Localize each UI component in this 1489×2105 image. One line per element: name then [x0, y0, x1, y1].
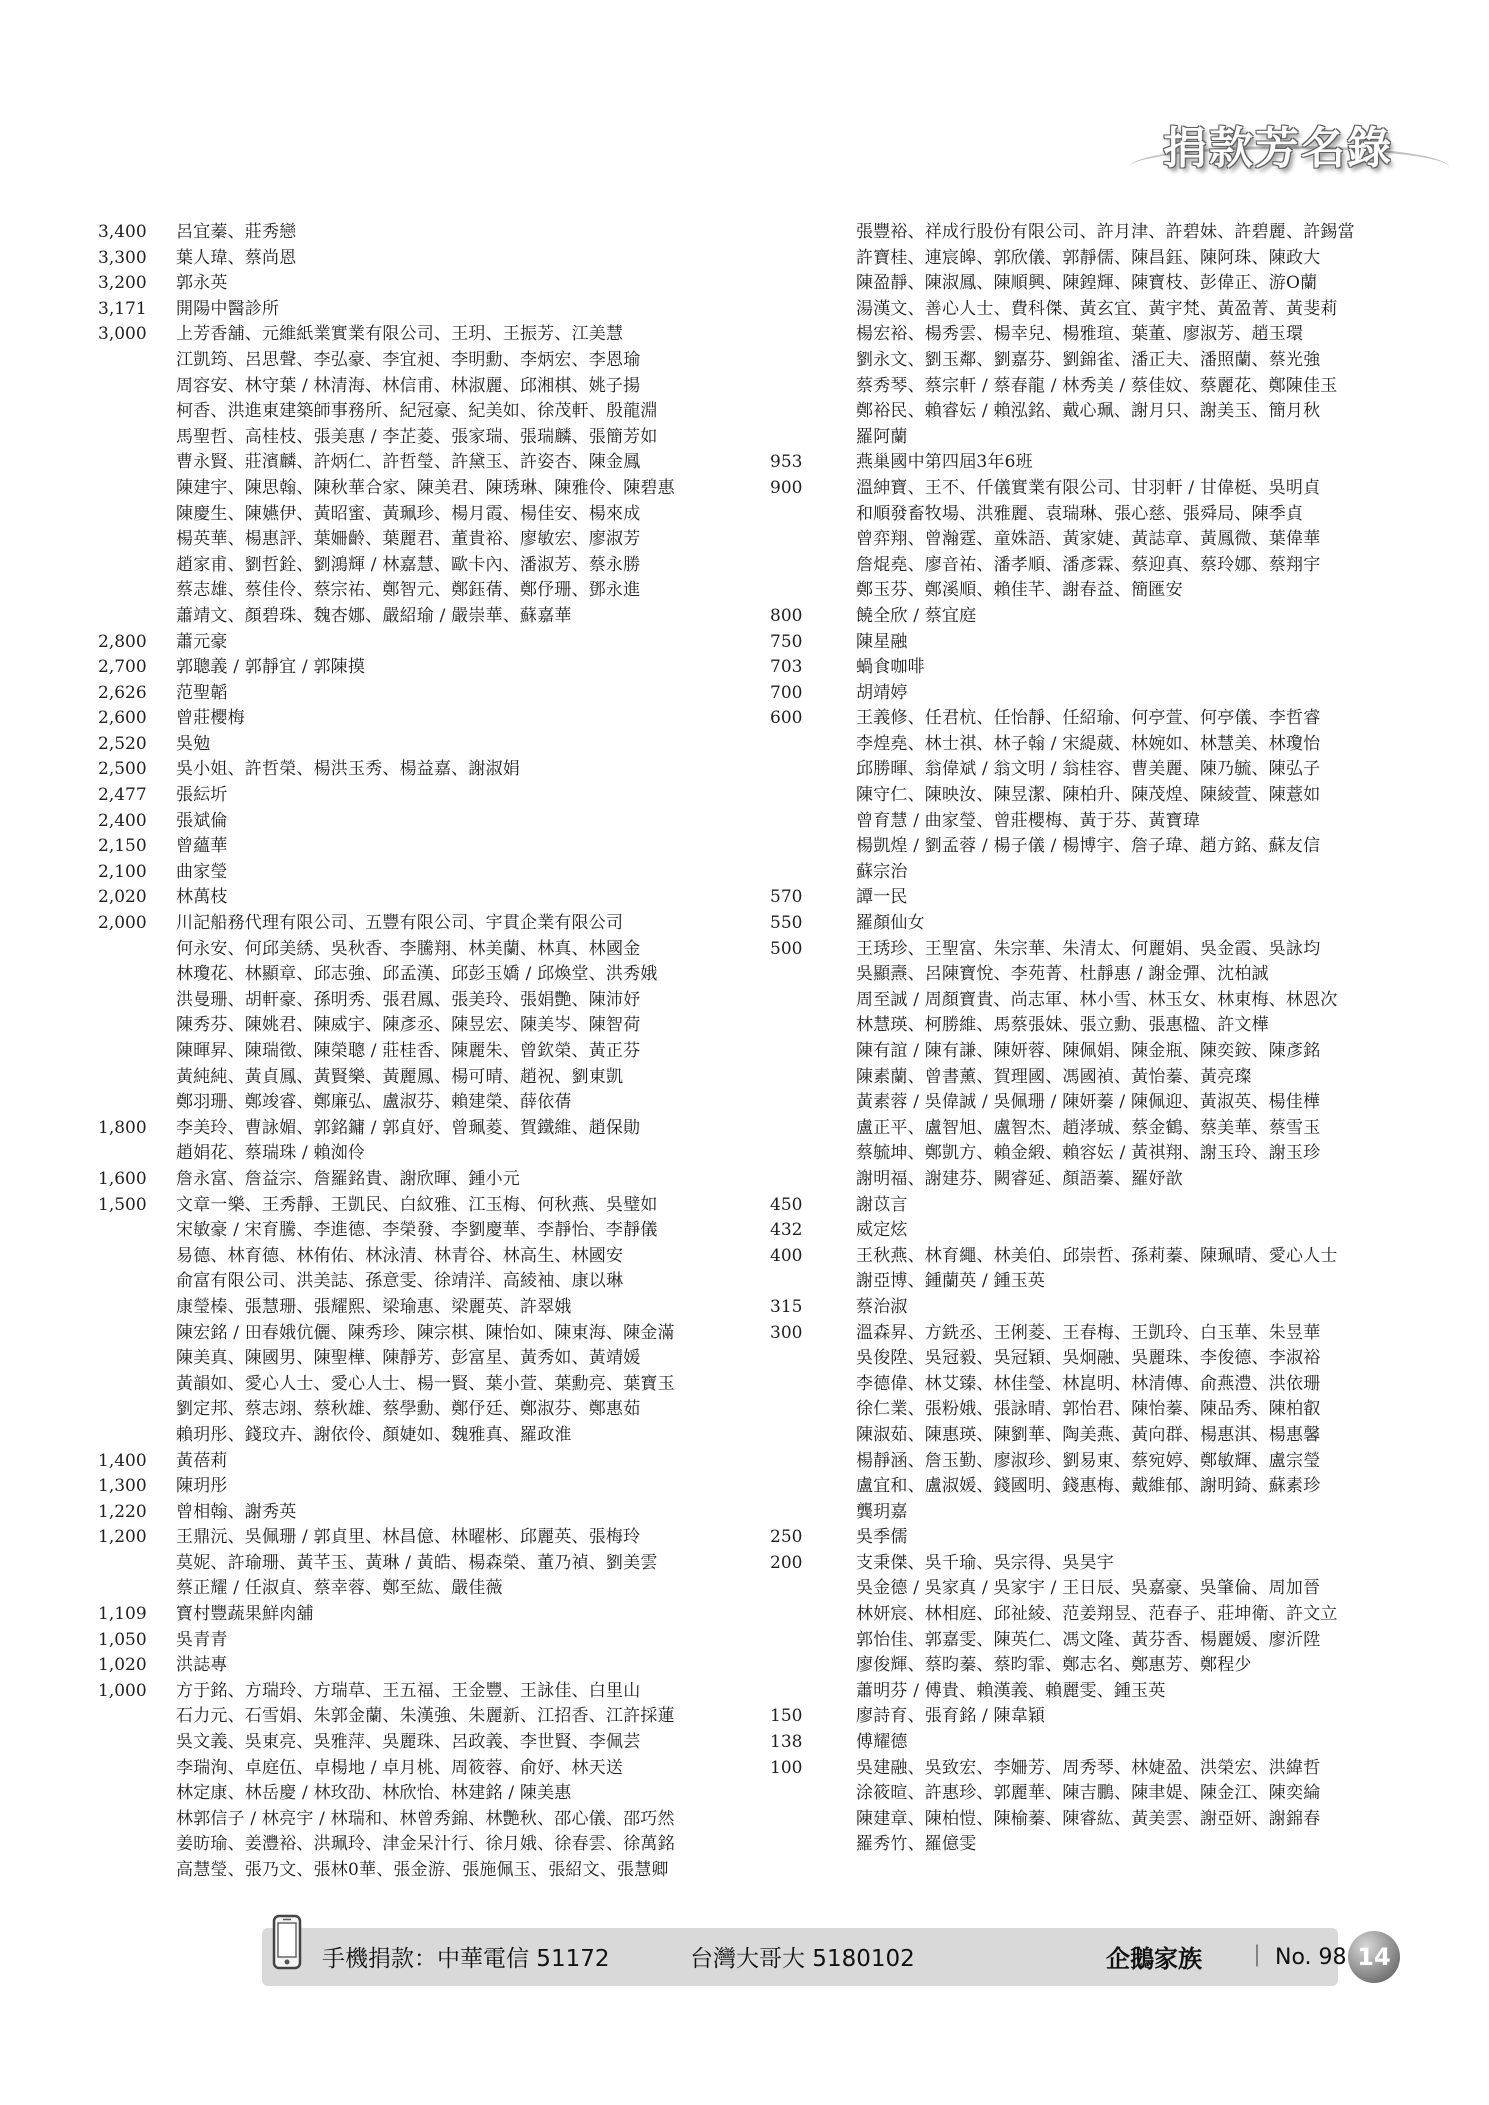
donor-names: [814, 1551, 1410, 1705]
donation-amount: 1,200: [98, 1527, 147, 1548]
donor-line: 張斌倫: [176, 810, 228, 831]
donation-entry: [98, 1500, 768, 1526]
donation-entry: [770, 655, 1410, 681]
donation-entry: [770, 937, 1410, 1193]
donor-names: [814, 655, 1410, 681]
donation-amount: 315: [770, 1296, 803, 1317]
donation-entry: [770, 1704, 1410, 1730]
donor-line: 燕巢國中第四屆3年6班: [856, 452, 1033, 473]
donation-entry: [98, 911, 768, 1116]
donor-names: [143, 1167, 768, 1193]
donation-amount: 3,171: [98, 298, 147, 319]
donor-names: [814, 630, 1410, 656]
donor-line: 支秉傑、吳千瑜、吳宗得、吳昊宇: [856, 1552, 1114, 1573]
donor-line: 蕭元豪: [176, 631, 228, 652]
donor-names: [143, 911, 768, 1116]
donor-line: 饒全欣 / 蔡宜庭: [856, 605, 977, 626]
donor-line: 洪誌專: [176, 1655, 228, 1676]
donation-entry: [98, 246, 768, 272]
donor-line: 曲家瑩: [176, 861, 228, 882]
donor-names: [143, 809, 768, 835]
donor-line: 陳美真、陳國男、陳聖樺、陳靜芳、彭富星、黃秀如、黃靖媛: [176, 1348, 641, 1369]
donation-amount: 300: [770, 1322, 803, 1343]
donor-names: [814, 911, 1410, 937]
donor-line: 江凱筠、呂思聲、李弘豪、李宜昶、李明勳、李炳宏、李恩瑜: [176, 349, 641, 370]
donor-line: 宋敏豪 / 宋育騰、李進德、李榮發、李劉慶華、李靜怡、李靜儀: [176, 1220, 658, 1241]
donation-entry: [98, 630, 768, 656]
donation-amount: 2,000: [98, 913, 147, 934]
donor-line: 吳金德 / 吳家真 / 吳家宇 / 王日辰、吳嘉豪、吳肇倫、周加晉: [856, 1578, 1321, 1599]
donor-names: [143, 630, 768, 656]
donor-line: 陳淑茹、陳惠瑛、陳劉華、陶美燕、黃向群、楊惠淇、楊惠馨: [856, 1424, 1321, 1445]
donation-amount: 2,100: [98, 861, 147, 882]
donation-entry: [98, 783, 768, 809]
donor-names: [814, 1295, 1410, 1321]
donor-line: 李美玲、曹詠媚、郭銘鏞 / 郭貞妤、曾珮菱、賀鐵維、趙保勛: [176, 1117, 641, 1138]
donation-amount: 2,150: [98, 836, 147, 857]
donor-line: 黃純純、黃貞鳳、黃賢樂、黃麗鳳、楊可晴、趙祝、劉東凱: [176, 1066, 624, 1087]
donor-line: 邱勝暉、翁偉斌 / 翁文明 / 翁桂容、曹美麗、陳乃毓、陳弘子: [856, 759, 1321, 780]
donation-amount: 500: [770, 938, 803, 959]
donation-entry: [98, 1602, 768, 1628]
donation-amount: 3,000: [98, 324, 147, 345]
donor-line: 方于銘、方瑞玲、方瑞草、王五福、王金豐、王詠佳、白里山: [176, 1680, 641, 1701]
donation-entry: [98, 1449, 768, 1475]
donor-line: 蕭明芬 / 傅貴、賴漢義、賴麗雯、鍾玉英: [856, 1680, 1166, 1701]
donor-names: [143, 885, 768, 911]
donation-entry: [98, 885, 768, 911]
page-title: 捐款芳名錄: [1163, 123, 1393, 174]
donor-line: 王鼎沅、吳佩珊 / 郭貞里、林昌億、林曜彬、邱麗英、張梅玲: [176, 1527, 641, 1548]
donor-names: [814, 1756, 1410, 1858]
donor-line: 許寶桂、連宸皞、郭欣儀、郭靜儒、陳昌鈺、陳阿珠、陳政大: [856, 247, 1321, 268]
donor-names: [143, 322, 768, 629]
donation-entry: [98, 1653, 768, 1679]
donor-line: 易德、林育德、林侑佑、林泳清、林青谷、林高生、林國安: [176, 1245, 624, 1266]
donation-entry: [770, 1730, 1410, 1756]
donor-line: 吳俊陞、吳冠毅、吳冠穎、吳炯融、吳麗珠、李俊德、李淑裕: [856, 1348, 1321, 1369]
donor-names: [143, 655, 768, 681]
donation-amount: 550: [770, 913, 803, 934]
donation-entry: [98, 1628, 768, 1654]
donor-names: [814, 937, 1410, 1193]
donor-names: [814, 1704, 1410, 1730]
donation-amount: 700: [770, 682, 803, 703]
donor-line: 羅顏仙女: [856, 913, 925, 934]
donor-names: [814, 1218, 1410, 1244]
donation-amount: 1,000: [98, 1680, 147, 1701]
donor-line: 王秋燕、林育繩、林美伯、邱崇哲、孫莉蓁、陳珮晴、愛心人士: [856, 1245, 1338, 1266]
donor-names: [143, 1474, 768, 1500]
donor-line: 傅耀德: [856, 1732, 908, 1753]
donation-entry: [770, 450, 1410, 476]
donation-amount: 600: [770, 708, 803, 729]
donor-line: 胡靖婷: [856, 682, 908, 703]
donor-line: 石力元、石雪娟、朱郭金蘭、朱漢強、朱麗新、江招香、江許採蓮: [176, 1706, 675, 1727]
donor-line: 張紜圻: [176, 785, 228, 806]
donor-names: [814, 885, 1410, 911]
donor-line: 詹永富、詹益宗、詹羅銘貴、謝欣暉、鍾小元: [176, 1168, 520, 1189]
donor-line: 陳守仁、陳映汝、陳昱潔、陳柏升、陳茂煌、陳綾萱、陳薏如: [856, 785, 1321, 806]
donor-line: 陳星融: [856, 631, 908, 652]
donation-amount: 138: [770, 1732, 803, 1753]
donor-line: 吳建融、吳致宏、李姍芳、周秀琴、林婕盈、洪榮宏、洪緯哲: [856, 1757, 1321, 1778]
donor-line: 李德偉、林艾臻、林佳瑩、林崑明、林清傳、俞燕澧、洪依珊: [856, 1373, 1321, 1394]
donor-line: 陳宏銘 / 田春娥伉儷、陳秀珍、陳宗棋、陳怡如、陳東海、陳金滿: [176, 1322, 675, 1343]
donor-line: 湯漢文、善心人士、費科傑、黃玄宜、黃宇梵、黃盈菁、黃斐莉: [856, 298, 1338, 319]
donation-amount: 150: [770, 1706, 803, 1727]
donor-line: 陳暉昇、陳瑞徵、陳榮聰 / 莊桂香、陳麗朱、曾欽榮、黃正芬: [176, 1041, 641, 1061]
donation-entry: [98, 322, 768, 629]
donor-line: 徐仁業、張粉娥、張詠晴、郭怡君、陳怡蓁、陳品秀、陳柏叡: [856, 1399, 1321, 1420]
donation-entry: [770, 1218, 1410, 1244]
donation-amount: 2,700: [98, 657, 147, 678]
donor-line: 吳文義、吳東亮、吳雅萍、吳麗珠、呂政義、李世賢、李佩芸: [176, 1732, 641, 1753]
donation-entry: [98, 809, 768, 835]
donor-names: [143, 1193, 768, 1449]
magazine-brand: 企鵝家族: [1106, 1945, 1202, 1973]
donor-line: 陳慶生、陳嬿伊、黃昭蜜、黃珮珍、楊月霞、楊佳安、楊來成: [176, 503, 641, 524]
mobile-donation-cht: 手機捐款：中華電信 51172: [322, 1946, 610, 1972]
donor-names: [814, 450, 1410, 476]
donor-line: 威定炫: [856, 1220, 908, 1241]
donor-line: 高慧瑩、張乃文、張林0華、張金游、張施佩玉、張紹文、張慧卿: [176, 1860, 669, 1880]
donor-line: 鄭玉芬、鄭溪順、賴佳芊、謝春益、簡匯安: [856, 580, 1183, 601]
donor-line: 蔡正耀 / 任淑貞、蔡幸蓉、鄭至紘、嚴佳薇: [176, 1578, 503, 1599]
donor-line: 王琇珍、王聖富、朱宗華、朱清太、何麗娟、吳金霞、吳詠均: [856, 938, 1321, 959]
page-number-badge: 14: [1348, 1931, 1400, 1983]
donor-names: [143, 706, 768, 732]
donor-line: 周容安、林守葉 / 林清海、林信甫、林淑麗、邱湘棋、姚子揚: [176, 375, 641, 396]
donor-line: 謝亞博、鍾蘭英 / 鍾玉英: [856, 1271, 1046, 1292]
donation-entry: [770, 1525, 1410, 1551]
donor-names: [143, 860, 768, 886]
donor-line: 曾弈翔、曾瀚霆、童姝語、黃家婕、黃誌章、黃鳳微、葉偉華: [856, 529, 1321, 550]
donor-line: 吳小姐、許哲榮、楊洪玉秀、楊益嘉、謝淑娟: [176, 759, 520, 780]
donor-line: 吳季儒: [856, 1527, 908, 1548]
donation-entry: [98, 1167, 768, 1193]
donation-amount: 1,109: [98, 1604, 147, 1625]
donation-amount: 2,800: [98, 631, 147, 652]
donation-amount: 703: [770, 657, 803, 678]
donor-names: [143, 783, 768, 809]
donation-entry: [770, 476, 1410, 604]
donor-line: 楊凱煌 / 劉孟蓉 / 楊子儀 / 楊博宇、詹子瑋、趙方銘、蘇友信: [856, 836, 1321, 857]
donor-names: [143, 220, 768, 246]
donor-line: 和順發畜牧場、洪雅麗、袁瑞琳、張心慈、張舜局、陳季貞: [856, 503, 1304, 524]
donor-line: 黃素蓉 / 吳偉誠 / 吳佩珊 / 陳妍蓁 / 陳佩迎、黃淑英、楊佳樺: [856, 1092, 1321, 1113]
donor-line: 羅阿蘭: [856, 426, 908, 447]
donation-entry: [770, 885, 1410, 911]
donor-names: [814, 476, 1410, 604]
donor-line: 莫妮、許瑜珊、黃芊玉、黃琳 / 黃皓、楊森榮、董乃禎、劉美雲: [176, 1552, 658, 1573]
donor-names: [143, 1653, 768, 1679]
donor-line: 林妍宸、林相庭、邱祉綾、范姜翔昱、范春子、莊坤衛、許文立: [856, 1604, 1338, 1625]
donation-amount: 2,500: [98, 759, 147, 780]
donor-names: [814, 1244, 1410, 1295]
donation-amount: 200: [770, 1552, 803, 1573]
donor-line: 蔡毓坤、鄭凱方、賴金緞、賴容妘 / 黃祺翔、謝玉玲、謝玉珍: [856, 1143, 1321, 1164]
donor-names: [143, 1116, 768, 1167]
donor-line: 蔡秀琴、蔡宗軒 / 蔡春龍 / 林秀美 / 蔡佳妏、蔡麗花、鄭陳佳玉: [856, 375, 1338, 396]
donor-line: 楊英華、楊惠評、葉姍齡、葉麗君、董貴裕、廖敏宏、廖淑芳: [176, 529, 641, 550]
donation-entry: [770, 706, 1410, 885]
donor-line: 盧宜和、盧淑媛、錢國明、錢惠梅、戴維郁、謝明錡、蘇素珍: [856, 1476, 1321, 1497]
donor-line: 何永安、何邱美綉、吳秋香、李騰翔、林美蘭、林真、林國金: [176, 938, 641, 959]
donation-amount: 2,600: [98, 708, 147, 729]
donor-line: 曹永賢、莊濱麟、許炳仁、許哲瑩、許黛玉、許姿杏、陳金鳳: [176, 452, 641, 473]
donor-line: 陳建宇、陳思翰、陳秋華合家、陳美君、陳琇琳、陳雅伶、陳碧惠: [176, 477, 675, 498]
donation-entry: [770, 1321, 1410, 1526]
donation-amount: 2,477: [98, 785, 147, 806]
donation-amount: 1,220: [98, 1501, 147, 1522]
donation-entry: [98, 681, 768, 707]
donation-entry: [98, 1193, 768, 1449]
donor-line: 趙家甫、劉哲銓、劉鴻輝 / 林嘉慧、歐卡內、潘淑芳、蔡永勝: [176, 554, 641, 575]
donor-names: [814, 681, 1410, 707]
donor-line: 林萬枝: [176, 887, 228, 908]
donation-amount: 1,800: [98, 1117, 147, 1138]
donor-line: 蔡志雄、蔡佳伶、蔡宗祐、鄭智元、鄭鈺蒨、鄭伃珊、鄧永進: [176, 580, 641, 601]
donation-amount: 2,400: [98, 810, 147, 831]
donor-line: 郭永英: [176, 273, 228, 294]
donor-line: 寶村豐蔬果鮮肉舖: [176, 1604, 314, 1625]
donation-amount: 1,500: [98, 1194, 147, 1215]
donor-names: [143, 271, 768, 297]
donor-names: [814, 1321, 1410, 1526]
donation-amount: 450: [770, 1194, 803, 1215]
donor-line: 溫森昇、方銑丞、王俐菱、王春梅、王凱玲、白玉華、朱昱華: [856, 1322, 1321, 1343]
donor-line: 蕭靖文、顏碧珠、魏杏娜、嚴紹瑜 / 嚴崇華、蘇嘉華: [176, 605, 572, 626]
donation-entry: [770, 1193, 1410, 1219]
donation-entry: [770, 1295, 1410, 1321]
donor-names: [143, 681, 768, 707]
donor-names: [814, 604, 1410, 630]
donation-amount: 1,300: [98, 1476, 147, 1497]
donation-amount: 900: [770, 477, 803, 498]
donation-entry: [770, 630, 1410, 656]
donor-line: 柯香、洪進東建築師事務所、紀冠豪、紀美如、徐茂軒、殷龍淵: [176, 401, 658, 422]
donation-amount: 750: [770, 631, 803, 652]
donor-line: 謝明福、謝建芬、闕睿延、顏語蓁、羅妤歆: [856, 1168, 1183, 1189]
donation-amount: 570: [770, 887, 803, 908]
issue-number: ｜ No. 98: [1246, 1945, 1347, 1970]
donation-amount: 1,020: [98, 1655, 147, 1676]
donor-line: 李煌堯、林士祺、林子翰 / 宋緹葳、林婉如、林慧美、林瓊怡: [856, 733, 1321, 754]
donation-amount: 2,520: [98, 733, 147, 754]
donor-line: 涂筱暄、許惠珍、郭麗華、陳吉鵬、陳聿媞、陳金江、陳奕綸: [856, 1783, 1321, 1804]
donor-line: 陳素蘭、曾書薰、賀理國、馮國禎、黃怡蓁、黃亮璨: [856, 1066, 1252, 1087]
donor-line: 林慧瑛、柯勝維、馬蔡張妹、張立勳、張惠楹、許文樺: [856, 1015, 1269, 1036]
donor-names: [814, 1193, 1410, 1219]
donation-entry: [98, 860, 768, 886]
donor-names: [143, 297, 768, 323]
donor-line: 文章一樂、王秀靜、王凱民、白紋雅、江玉梅、何秋燕、吳璧如: [176, 1194, 658, 1215]
donation-entry: [98, 706, 768, 732]
donor-names: [143, 757, 768, 783]
donor-line: 陳玥彤: [176, 1476, 228, 1497]
donor-line: 陳秀芬、陳姚君、陳威宇、陳彥丞、陳昱宏、陳美岑、陳智荷: [176, 1015, 641, 1036]
donation-amount: 3,400: [98, 222, 147, 242]
donation-amount: 3,200: [98, 273, 147, 294]
donor-line: 蘇宗治: [856, 861, 908, 882]
donor-line: 林瓊花、林顯章、邱志強、邱孟漢、邱彭玉嬌 / 邱煥堂、洪秀娥: [176, 964, 658, 985]
donation-entry: [770, 604, 1410, 630]
donor-line: 林郭信子 / 林亮宇 / 林瑞和、林曾秀錦、林艷秋、邵心儀、邵巧然: [176, 1808, 675, 1829]
donor-line: 吳顯燾、呂陳寶悅、李苑菁、杜靜惠 / 謝金彈、沈柏誠: [856, 964, 1269, 985]
donor-line: 范聖韜: [176, 682, 228, 703]
donor-line: 蝸食咖啡: [856, 657, 925, 678]
donor-line: 曾莊櫻梅: [176, 708, 245, 729]
donor-line: 盧正平、盧智旭、盧智杰、趙涍珹、蔡金鶴、蔡美華、蔡雪玉: [856, 1117, 1321, 1138]
donor-line: 張豐裕、祥成行股份有限公司、許月津、許碧妹、許碧麗、許錫當: [856, 222, 1355, 242]
donor-line: 黃韻如、愛心人士、愛心人士、楊一賢、葉小萱、葉勳亮、葉寶玉: [176, 1373, 675, 1394]
donation-amount: 250: [770, 1527, 803, 1548]
donor-line: 吳青青: [176, 1629, 228, 1650]
donor-names: [143, 1525, 768, 1602]
donation-entry: [98, 220, 768, 246]
donor-line: 姜昉瑜、姜灃裕、洪珮玲、津金呆汁行、徐月娥、徐春雲、徐萬銘: [176, 1834, 675, 1855]
donation-entry: [98, 1525, 768, 1602]
donor-line: 郭怡佳、郭嘉雯、陳英仁、馮文隆、黃芬香、楊麗媛、廖沂陞: [856, 1629, 1321, 1650]
donor-line: 王義修、任君杭、任怡靜、任紹瑜、何亭萱、何亭儀、李哲睿: [856, 708, 1321, 729]
donation-amount: 1,400: [98, 1450, 147, 1471]
donor-names: [143, 834, 768, 860]
donor-line: 劉定邦、蔡志翊、蔡秋雄、蔡學勳、鄭伃廷、鄭淑芬、鄭惠茹: [176, 1399, 641, 1420]
donor-list-right-column: [770, 220, 1410, 1858]
donor-names: [814, 1525, 1410, 1551]
donor-line: 賴玥彤、錢玟卉、謝依伶、顏婕如、魏雅真、羅政淮: [176, 1424, 572, 1445]
donation-amount: 1,600: [98, 1168, 147, 1189]
donation-entry: [98, 732, 768, 758]
donor-line: 詹焜堯、廖音祐、潘孝順、潘彥霖、蔡迎真、蔡玲娜、蔡翔宇: [856, 554, 1321, 575]
donor-line: 黃蓓莉: [176, 1450, 228, 1471]
donation-amount: 2,626: [98, 682, 147, 703]
donor-list-left-column: [98, 220, 768, 1884]
donor-line: 譚一民: [856, 887, 908, 908]
donor-names: [143, 1449, 768, 1475]
donor-line: 曾相翰、謝秀英: [176, 1501, 297, 1522]
donor-names: [143, 1679, 768, 1884]
donation-entry: [98, 297, 768, 323]
donor-line: 康瑩榛、張慧珊、張耀熙、梁瑜惠、梁麗英、許翠娥: [176, 1296, 572, 1317]
donor-names: [814, 220, 1410, 450]
donor-line: 郭聰義 / 郭靜宜 / 郭陳摸: [176, 657, 366, 678]
donation-amount: 800: [770, 605, 803, 626]
donor-line: 周至誠 / 周顏寶貴、尚志軍、林小雪、林玉女、林東梅、林恩次: [856, 989, 1338, 1010]
donation-entry: [770, 911, 1410, 937]
donation-amount: 100: [770, 1757, 803, 1778]
donor-line: 曾蘊華: [176, 836, 228, 857]
donation-amount: 400: [770, 1245, 803, 1266]
donation-amount: 3,300: [98, 247, 147, 268]
donation-amount: 1,050: [98, 1629, 147, 1650]
donor-line: 陳盈靜、陳淑鳳、陳順興、陳鍠輝、陳寶枝、彭偉正、游O蘭: [856, 273, 1318, 294]
donor-line: 陳有誼 / 陳有謙、陳妍蓉、陳佩娟、陳金瓶、陳奕銨、陳彥銘: [856, 1041, 1321, 1061]
donor-line: 鄭裕民、賴睿妘 / 賴泓銘、戴心珮、謝月只、謝美玉、簡月秋: [856, 401, 1321, 422]
donor-line: 趙娟花、蔡瑞珠 / 賴洳伶: [176, 1143, 366, 1164]
donor-line: 葉人瑋、蔡尚恩: [176, 247, 297, 268]
donor-line: 俞富有限公司、洪美誌、孫意雯、徐靖洋、高綾袖、康以琳: [176, 1271, 624, 1292]
donation-entry: [98, 1116, 768, 1167]
donation-amount: 953: [770, 452, 803, 473]
donor-line: 蔡治淑: [856, 1296, 908, 1317]
donor-line: 羅秀竹、羅億雯: [856, 1834, 977, 1855]
donation-amount: 2,020: [98, 887, 147, 908]
donor-names: [814, 1730, 1410, 1756]
donor-line: 楊靜涵、詹玉勤、廖淑珍、劉易東、蔡宛婷、鄭敏輝、盧宗瑩: [856, 1450, 1321, 1471]
donor-line: 洪曼珊、胡軒豪、孫明秀、張君鳳、張美玲、張娟艷、陳沛妤: [176, 989, 641, 1010]
donor-names: [143, 1628, 768, 1654]
donor-names: [143, 1500, 768, 1526]
donor-line: 上芳香舖、元維紙業實業有限公司、王玥、王振芳、江美慧: [176, 324, 624, 345]
mobile-phone-icon: [272, 1914, 302, 1970]
donation-entry: [770, 1756, 1410, 1858]
donor-line: 廖俊輝、蔡昀蓁、蔡昀霏、鄭志名、鄭惠芳、鄭程少: [856, 1655, 1252, 1676]
donation-amount: 432: [770, 1220, 803, 1241]
donor-line: 鄭羽珊、鄭竣睿、鄭廉弘、盧淑芬、賴建榮、薛依蒨: [176, 1092, 572, 1113]
donor-line: 林定康、林岳慶 / 林玫劭、林欣怡、林建銘 / 陳美惠: [176, 1783, 572, 1804]
donation-entry: [98, 1679, 768, 1884]
donor-line: 龔玥嘉: [856, 1501, 908, 1522]
donation-entry: [98, 834, 768, 860]
donor-names: [143, 246, 768, 272]
donation-entry: [98, 1474, 768, 1500]
donor-names: [814, 706, 1410, 885]
donor-names: [143, 1602, 768, 1628]
donor-line: 謝苡言: [856, 1194, 908, 1215]
donor-names: [143, 732, 768, 758]
donation-entry: [98, 271, 768, 297]
donor-line: 陳建章、陳柏愷、陳榆蓁、陳睿紘、黃美雲、謝亞妍、謝錦春: [856, 1808, 1321, 1829]
donation-entry: [770, 681, 1410, 707]
donor-line: 劉永文、劉玉鄰、劉嘉芬、劉錦雀、潘正夫、潘照蘭、蔡光強: [856, 349, 1321, 370]
donor-line: 開陽中醫診所: [176, 298, 280, 319]
donor-line: 吳勉: [176, 733, 211, 754]
donor-line: 李瑞洵、卓庭伍、卓楊地 / 卓月桃、周筱蓉、俞妤、林天送: [176, 1757, 624, 1778]
donation-entry: [770, 1244, 1410, 1295]
donor-line: 廖詩育、張育銘 / 陳韋穎: [856, 1706, 1046, 1727]
donation-entry: [98, 655, 768, 681]
mobile-donation-twm: 台灣大哥大 5180102: [690, 1946, 915, 1972]
donor-line: 曾育慧 / 曲家瑩、曾莊櫻梅、黃于芬、黃寶瑋: [856, 810, 1200, 831]
donor-line: 呂宜蓁、莊秀戀: [176, 222, 297, 242]
donation-entry: [770, 220, 1410, 450]
donation-entry: [98, 757, 768, 783]
donation-entry: [770, 1551, 1410, 1705]
donor-line: 馬聖哲、高桂枝、張美惠 / 李芷菱、張家瑞、張瑞麟、張簡芳如: [176, 426, 658, 447]
donor-line: 川記船務代理有限公司、五豐有限公司、宇貫企業有限公司: [176, 913, 624, 934]
donor-line: 楊宏裕、楊秀雲、楊幸兒、楊雅瑄、葉董、廖淑芳、趙玉環: [856, 324, 1304, 345]
donor-line: 溫紳寶、王不、仟儀實業有限公司、甘羽軒 / 甘偉梃、吳明貞: [856, 477, 1321, 498]
